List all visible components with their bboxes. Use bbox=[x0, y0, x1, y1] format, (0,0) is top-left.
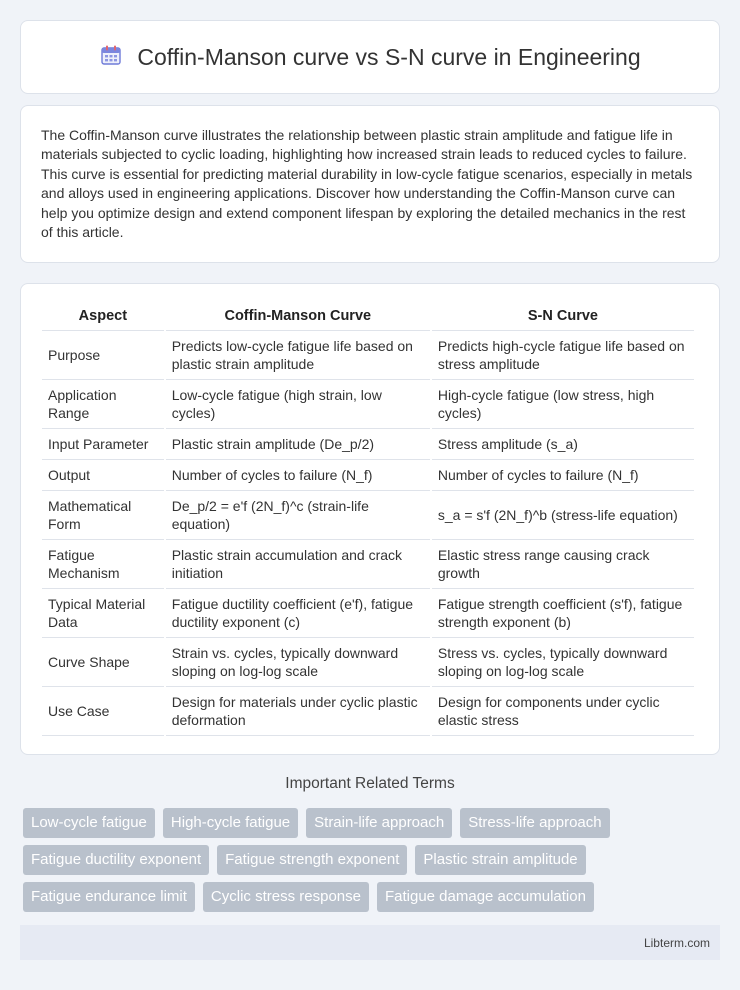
tag-fatigue-endurance-limit[interactable]: Fatigue endurance limit bbox=[23, 882, 195, 912]
table-cell: Input Parameter bbox=[42, 429, 164, 460]
table-cell: Purpose bbox=[42, 331, 164, 380]
comparison-table bbox=[40, 302, 696, 736]
related-terms-title: Important Related Terms bbox=[285, 775, 455, 792]
table-cell: High-cycle fatigue (low stress, high cycles) bbox=[432, 380, 694, 429]
tag-fatigue-damage-accumulation[interactable]: Fatigue damage accumulation bbox=[377, 882, 594, 912]
footer-site-link[interactable]: Libterm.com bbox=[643, 935, 710, 950]
tag-stress-life-approach[interactable]: Stress-life approach bbox=[460, 808, 609, 838]
table-row bbox=[42, 589, 694, 638]
table-cell: Stress amplitude (s_a) bbox=[432, 429, 694, 460]
table-row bbox=[42, 687, 694, 736]
page-title: Coffin-Manson curve vs S-N curve in Engineering bbox=[137, 43, 641, 70]
table-cell: Elastic stress range causing crack growth bbox=[432, 540, 694, 589]
table-row bbox=[42, 331, 694, 380]
table-cell: Fatigue ductility coefficient (e'f), fatigue ductility exponent (c) bbox=[166, 589, 430, 638]
table-cell: Mathematical Form bbox=[42, 491, 164, 540]
table-cell: Output bbox=[42, 460, 164, 491]
table-cell: Curve Shape bbox=[42, 638, 164, 687]
tag-strain-life-approach[interactable]: Strain-life approach bbox=[306, 808, 452, 838]
table-cell: Predicts low-cycle fatigue life based on plastic strain amplitude bbox=[166, 331, 430, 380]
column-header-coffin-manson: Coffin-Manson Curve bbox=[166, 302, 430, 331]
table-cell: Use Case bbox=[42, 687, 164, 736]
table-cell: s_a = s'f (2N_f)^b (stress-life equation) bbox=[432, 491, 694, 540]
footer bbox=[20, 925, 720, 960]
column-header-sn: S-N Curve bbox=[432, 302, 694, 331]
header-card bbox=[20, 20, 720, 94]
table-row bbox=[42, 638, 694, 687]
column-header-aspect: Aspect bbox=[42, 302, 164, 331]
table-row bbox=[42, 380, 694, 429]
table-cell: Number of cycles to failure (N_f) bbox=[432, 460, 694, 491]
table-row bbox=[42, 491, 694, 540]
table-row bbox=[42, 460, 694, 491]
table-cell: Fatigue strength coefficient (s'f), fatigue strength exponent (b) bbox=[432, 589, 694, 638]
tag-plastic-strain-amplitude[interactable]: Plastic strain amplitude bbox=[415, 845, 585, 875]
related-terms-list bbox=[23, 808, 723, 919]
table-cell: Low-cycle fatigue (high strain, low cycles) bbox=[166, 380, 430, 429]
tag-row bbox=[23, 845, 723, 875]
table-cell: Predicts high-cycle fatigue life based on stress amplitude bbox=[432, 331, 694, 380]
tag-cyclic-stress-response[interactable]: Cyclic stress response bbox=[203, 882, 369, 912]
table-cell: Typical Material Data bbox=[42, 589, 164, 638]
tag-high-cycle-fatigue[interactable]: High-cycle fatigue bbox=[163, 808, 298, 838]
table-cell: Design for components under cyclic elastic stress bbox=[432, 687, 694, 736]
table-cell: Plastic strain accumulation and crack initiation bbox=[166, 540, 430, 589]
tag-fatigue-ductility-exponent[interactable]: Fatigue ductility exponent bbox=[23, 845, 209, 875]
tag-low-cycle-fatigue[interactable]: Low-cycle fatigue bbox=[23, 808, 155, 838]
calendar-icon bbox=[99, 43, 123, 72]
table-row bbox=[42, 540, 694, 589]
table-cell: Fatigue Mechanism bbox=[42, 540, 164, 589]
intro-card bbox=[20, 105, 720, 263]
table-row bbox=[42, 429, 694, 460]
table-header-row bbox=[42, 302, 694, 331]
tag-row bbox=[23, 882, 723, 912]
comparison-table-card bbox=[20, 283, 720, 755]
table-cell: Strain vs. cycles, typically downward sloping on log-log scale bbox=[166, 638, 430, 687]
table-cell: De_p/2 = e'f (2N_f)^c (strain-life equation) bbox=[166, 491, 430, 540]
table-cell: Number of cycles to failure (N_f) bbox=[166, 460, 430, 491]
table-cell: Application Range bbox=[42, 380, 164, 429]
table-cell: Design for materials under cyclic plastic deformation bbox=[166, 687, 430, 736]
tag-row bbox=[23, 808, 723, 838]
intro-paragraph: The Coffin-Manson curve illustrates the relationship between plastic strain amplitude and fatigue life in materials subjected to cyclic loading, highlighting how increased strain leads to reduced cycles to failure. This curve is essential for predicting material durability in low-cycle fatigue scenarios, especially in metals and alloys used in engineering applications. Discover how understanding the Coffin-Manson curve can help you optimize design and extend component lifespan by exploring the detailed mechanics in the rest of this article. bbox=[41, 127, 693, 241]
table-cell: Plastic strain amplitude (De_p/2) bbox=[166, 429, 430, 460]
tag-fatigue-strength-exponent[interactable]: Fatigue strength exponent bbox=[217, 845, 407, 875]
table-cell: Stress vs. cycles, typically downward sloping on log-log scale bbox=[432, 638, 694, 687]
